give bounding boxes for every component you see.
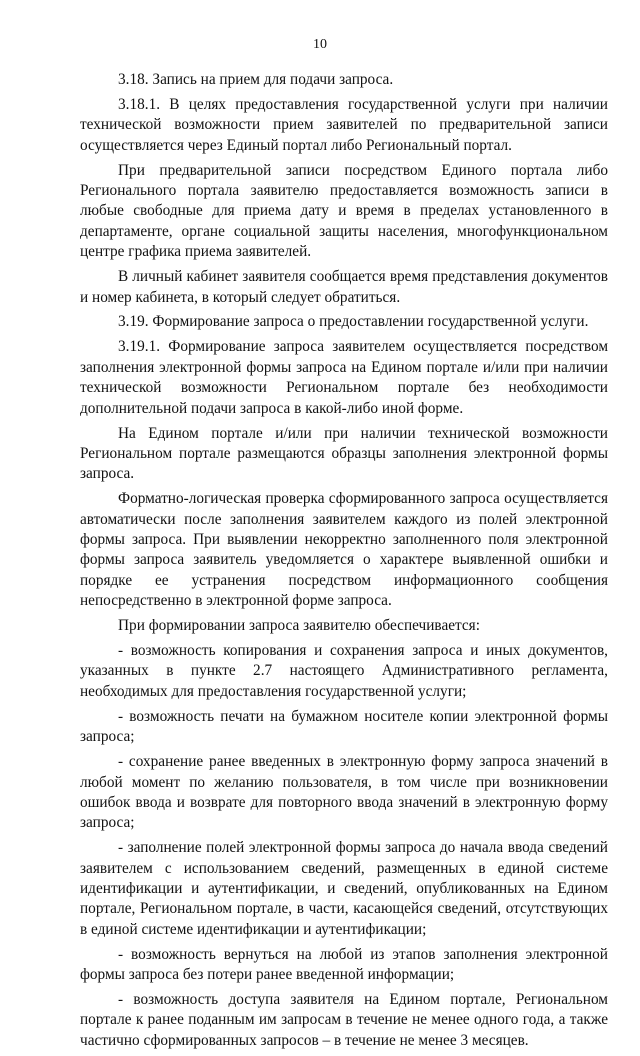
list-item-access: - возможность доступа заявителя на Едином портале, Региональном портале к ранее поданным им запросам в течение не менее одного года, а также частично сформированных запросов – в течение не менее 3 месяцев. bbox=[80, 991, 608, 1049]
paragraph-list-intro: При формировании запроса заявителю обеспечивается: bbox=[118, 617, 480, 635]
paragraph-pre-registration: При предварительной записи посредством Единого портала либо Регионального портала заявителю предоставляется возможность записи в любые свободные для приема дату и время в пределах установленного в департаменте, органе социальной защиты населения, многофункциональном центре графика приема заявителей. bbox=[80, 161, 608, 261]
paragraph-personal-cabinet: В личный кабинет заявителя сообщается время представления документов и номер кабинета, в который следует обратиться. bbox=[80, 268, 608, 306]
section-heading-3-19: 3.19. Формирование запроса о предоставлении государственной услуги. bbox=[118, 313, 589, 331]
list-item-printing: - возможность печати на бумажном носителе копии электронной формы запроса; bbox=[80, 707, 608, 746]
page-number: 10 bbox=[313, 37, 327, 52]
paragraph-form-samples: На Едином портале и/или при наличии технической возможности Региональном портале размещаются образцы заполнения электронной формы запроса. bbox=[80, 424, 608, 483]
document-body bbox=[80, 70, 608, 1056]
list-item-saving: - сохранение ранее введенных в электронную форму запроса значений в любой момент по желанию пользователя, в том числе при возникновении ошибок ввода и возврате для повторного ввода значений в электронную форму запроса; bbox=[80, 753, 608, 832]
paragraph-format-check: Форматно-логическая проверка сформированного запроса осуществляется автоматически после заполнения заявителем каждого из полей электронной формы запроса. При выявлении некорректно заполненного поля электронной формы запроса заявитель уведомляется о характере выявленной ошибки и порядке ее устранения посредством информационного сообщения непосредственно в электронной форме запроса. bbox=[80, 490, 608, 610]
section-heading-3-18: 3.18. Запись на прием для подачи запроса. bbox=[118, 71, 394, 88]
list-item-return: - возможность вернуться на любой из этапов заполнения электронной формы запроса без потери ранее введенной информации; bbox=[80, 945, 608, 984]
list-item-copying: - возможность копирования и сохранения запроса и иных документов, указанных в пункте 2.7 настоящего Административного регламента, необходимых для предоставления государственной услуги; bbox=[80, 642, 608, 700]
list-item-autofill: - заполнение полей электронной формы запроса до начала ввода сведений заявителем с использованием сведений, размещенных в единой системе идентификации и аутентификации, и сведений, опубликованных на Едином портале, Региональном портале, в части, касающейся сведений, отсутствующих в единой системе идентификации и аутентификации; bbox=[80, 839, 608, 938]
paragraph-3-19-1: 3.19.1. Формирование запроса заявителем осуществляется посредством заполнения электронной формы запроса на Едином портале и/или при наличии технической возможности Региональном портале без необходимости дополнительной подачи запроса в какой-либо иной форме. bbox=[80, 338, 608, 417]
paragraph-3-18-1: 3.18.1. В целях предоставления государственной услуги при наличии технической возможности прием заявителей по предварительной записи осуществляется через Единый портал либо Региональный портал. bbox=[80, 95, 608, 154]
